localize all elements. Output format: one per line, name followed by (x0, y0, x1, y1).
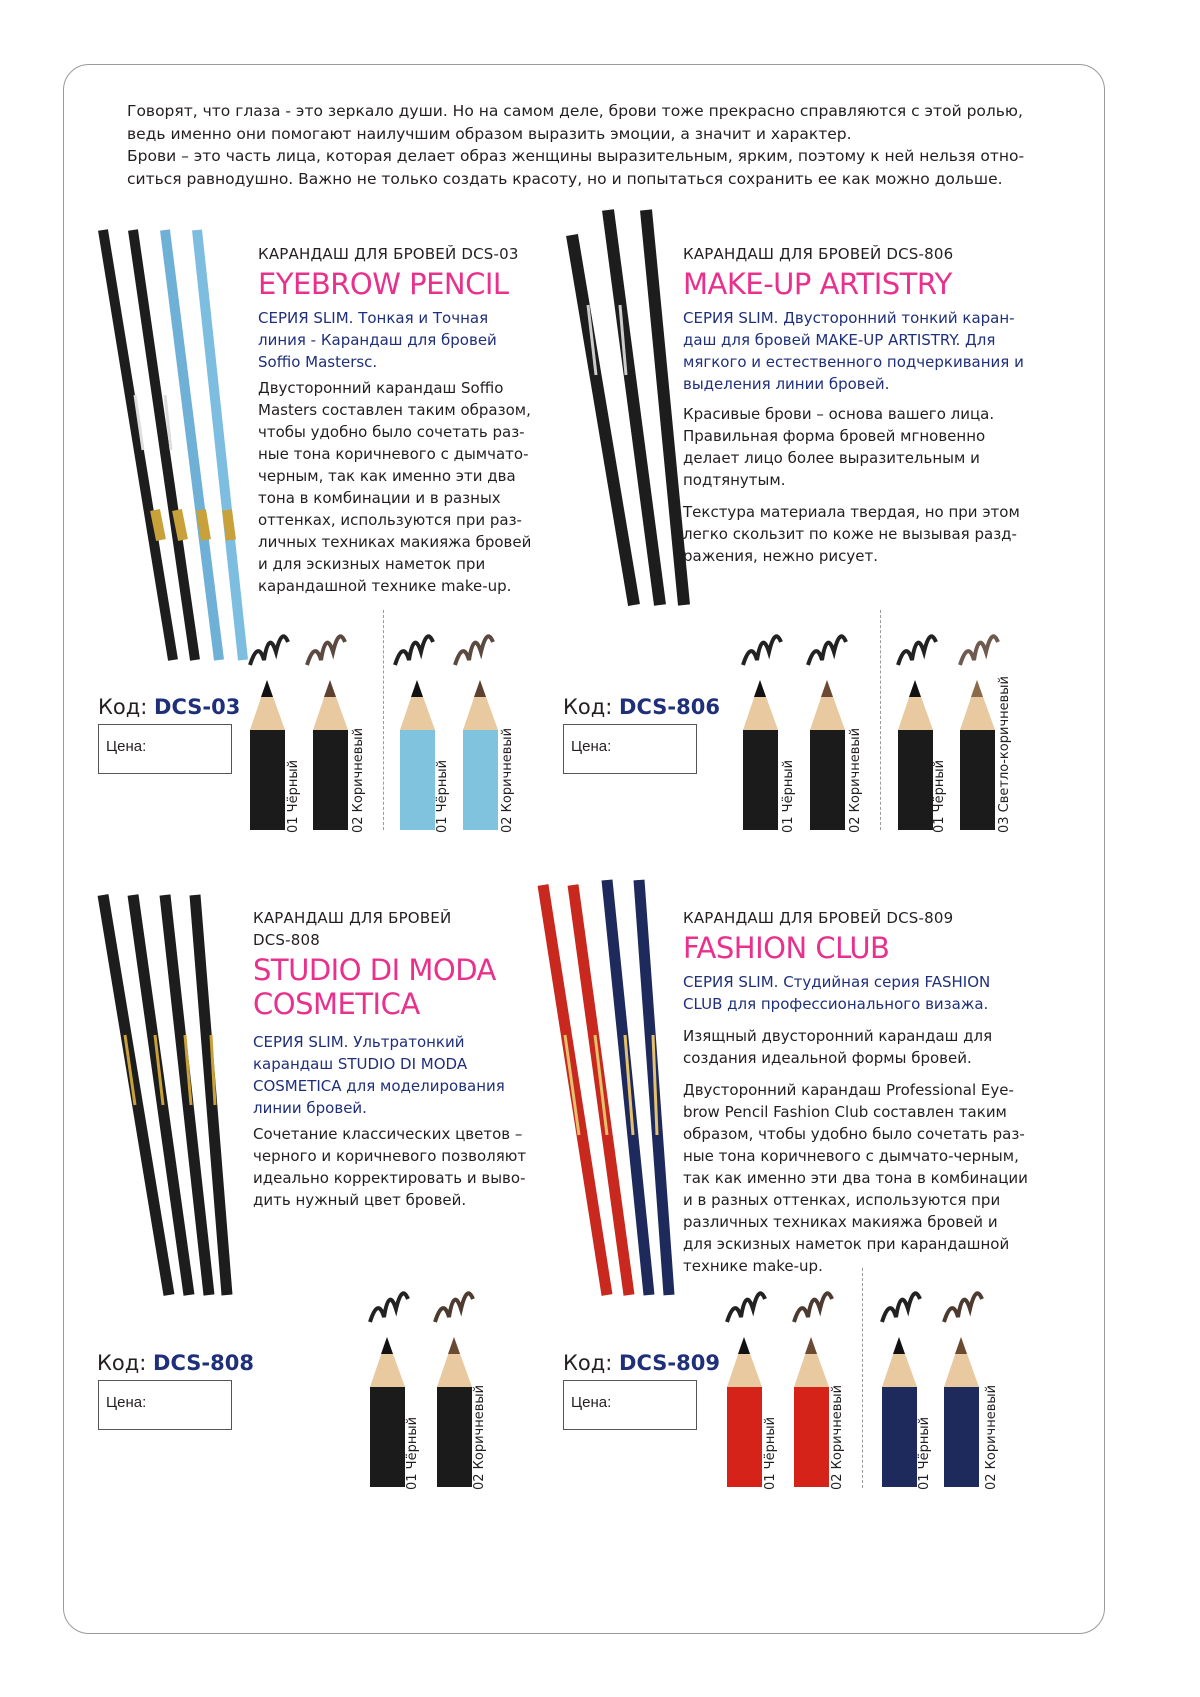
product-code: Код: DCS-806 (563, 695, 720, 719)
shade-label: 01 Чёрный (405, 1416, 420, 1490)
product-code: Код: DCS-03 (98, 695, 241, 719)
product-dcs-809 (683, 907, 1028, 1277)
product-description: Красивые брови – основа вашего лица. Правильная форма бровей мгновенно делает лицо более выразительным и подтянутым. Текстура материала твердая, но при этом легко скользит по коже не вызывая разд- ражения, нежно рисует. (683, 405, 1020, 565)
intro-text (127, 100, 1087, 190)
shade-label: 02 Коричневый (351, 727, 366, 833)
swatch-divider (383, 610, 384, 830)
price-box: Цена: (563, 1380, 697, 1430)
shade-label: 01 Чёрный (763, 1416, 778, 1490)
product-series: СЕРИЯ SLIM. Ультратонкий карандаш STUDIO DI MODA COSMETICA для моделирования линии бровей. (253, 1033, 505, 1117)
product-category: КАРАНДАШ ДЛЯ БРОВЕЙ DCS-806 (683, 245, 954, 263)
swatch-divider (862, 1268, 863, 1488)
product-dcs-03 (258, 243, 538, 597)
shade-label: 02 Коричневый (984, 1384, 999, 1490)
shade-label: 01 Чёрный (932, 759, 947, 833)
product-photo-dcs-809 (535, 875, 675, 1315)
shade-label: 02 Коричневый (830, 1384, 845, 1490)
shade-label: 02 Коричневый (848, 727, 863, 833)
price-box: Цена: (563, 724, 697, 774)
product-category: КАРАНДАШ ДЛЯ БРОВЕЙ DCS-03 (258, 245, 519, 263)
intro-line: Брови – это часть лица, которая делает образ женщины выразительным, ярким, поэтому к ней нельзя отно- (127, 147, 1025, 165)
shade-label: 02 Коричневый (472, 1384, 487, 1490)
product-category: КАРАНДАШ ДЛЯ БРОВЕЙ DCS-809 (683, 909, 954, 927)
product-brand-line2: COSMETICA (253, 987, 420, 1021)
product-code: Код: DCS-808 (97, 1351, 254, 1375)
product-description: Сочетание классических цветов – черного и коричневого позволяют идеально корректировать и выво- дить нужный цвет бровей. (253, 1125, 527, 1209)
product-dcs-806 (683, 243, 1028, 567)
product-photo-dcs-808 (95, 885, 235, 1315)
intro-line: ситься равнодушно. Важно не только создать красоту, но и попытаться сохранить ее как можно дольше. (127, 169, 1003, 188)
intro-line: Говорят, что глаза - это зеркало души. Но на самом деле, брови тоже прекрасно справляются с этой ролью, (127, 102, 1023, 120)
price-box: Цена: (98, 724, 232, 774)
product-brand: EYEBROW PENCIL (258, 267, 509, 301)
product-dcs-808 (253, 907, 543, 1211)
shade-label: 03 Светло-коричневый (997, 676, 1012, 833)
intro-line: ведь именно они помогают наилучшим образом выразить эмоции, а значит и характер. (127, 124, 852, 143)
product-series: СЕРИЯ SLIM. Студийная серия FASHION CLUB для профессионального визажа. (683, 973, 991, 1013)
product-brand: FASHION CLUB (683, 931, 890, 965)
product-photo-dcs-03 (95, 220, 255, 680)
shade-label: 01 Чёрный (286, 759, 301, 833)
product-brand: MAKE-UP ARTISTRY (683, 267, 952, 301)
swatch-divider (880, 610, 881, 830)
product-series: СЕРИЯ SLIM. Двусторонний тонкий каран- даш для бровей MAKE-UP ARTISTRY. Для мягкого и естественного подчеркивания и выделения линии бровей. (683, 309, 1024, 393)
product-brand: STUDIO DI MODA (253, 953, 496, 987)
shade-label: 01 Чёрный (781, 759, 796, 833)
shade-label: 01 Чёрный (435, 759, 450, 833)
product-description: Изящный двусторонний карандаш для создания идеальной формы бровей. Двусторонний карандаш Professional Eye- brow Pencil Fashion Club составлен таким образом, чтобы удобно было сочетать раз- ные тона коричневого с дымчато-черным, так как именно эти два тона в комбинации и в разных оттенках, используются при различных техниках макияжа бровей и для эскизных наметок при карандашной технике make-up. (683, 1027, 1028, 1275)
product-description: Двусторонний карандаш Soffio Masters составлен таким образом, чтобы удобно было сочетать раз- ные тона коричневого с дымчато- черным, так как именно эти два тона в комбинации и в разных оттенках, используются при раз- личных техниках макияжа бровей и для эскизных наметок при карандашной технике make-up. (258, 379, 532, 595)
product-category-code: DCS-808 (253, 931, 320, 949)
shade-label: 02 Коричневый (500, 727, 515, 833)
product-code: Код: DCS-809 (563, 1351, 720, 1375)
product-category: КАРАНДАШ ДЛЯ БРОВЕЙ (253, 909, 452, 927)
price-box: Цена: (98, 1380, 232, 1430)
shade-label: 01 Чёрный (917, 1416, 932, 1490)
product-photo-dcs-806 (560, 205, 690, 615)
product-series: СЕРИЯ SLIM. Тонкая и Точная линия - Карандаш для бровей Soffio Mastersc. (258, 309, 497, 371)
